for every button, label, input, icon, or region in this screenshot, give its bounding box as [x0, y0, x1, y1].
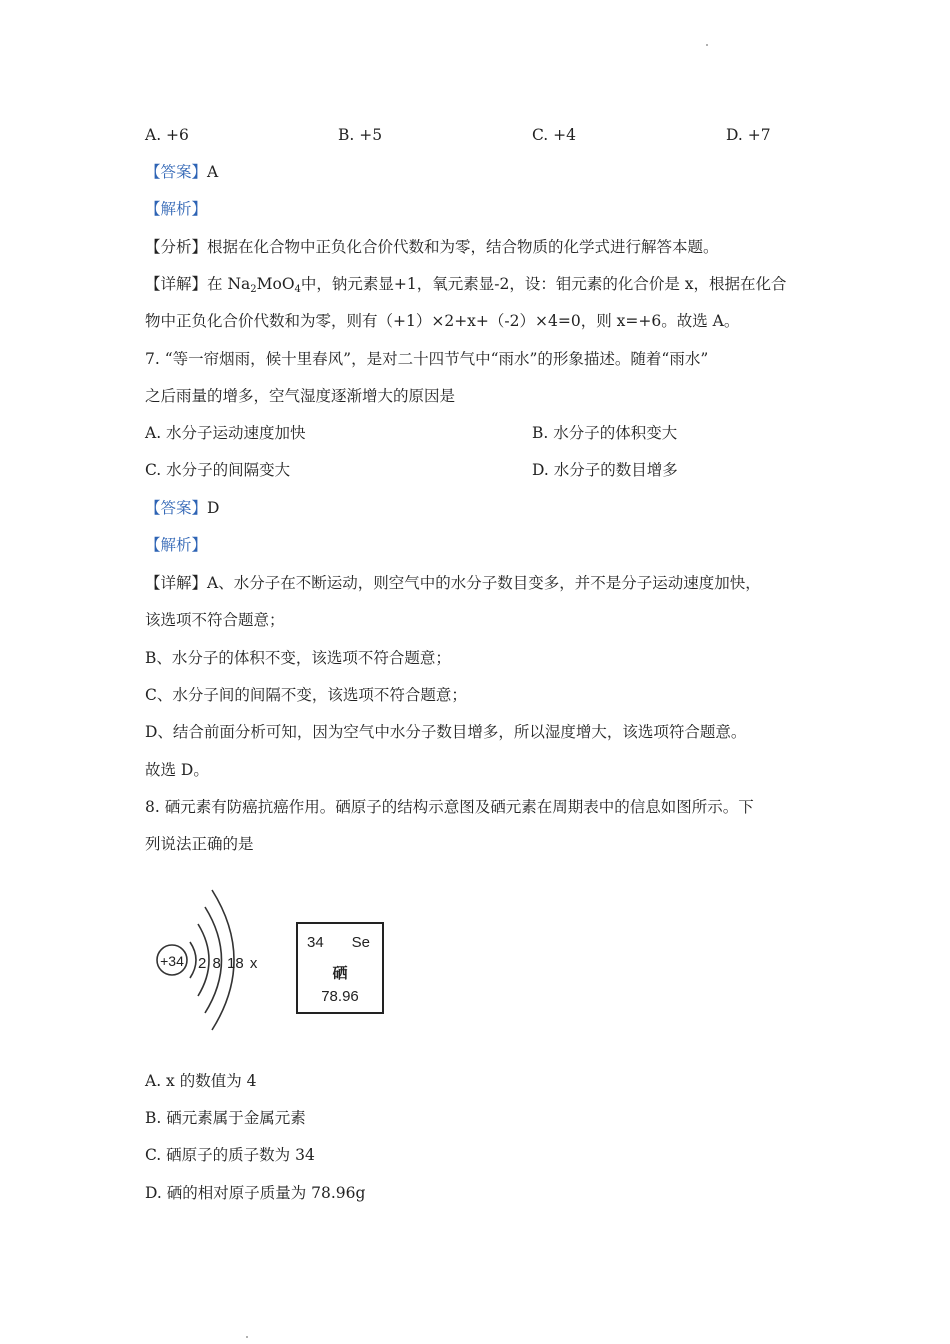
q8-option-d: D. 硒的相对原子质量为 78.96g — [145, 1184, 366, 1202]
detail-text: 中，钠元素显+1，氧元素显-2，设：钼元素的化合价是 x，根据在化合 — [300, 275, 787, 293]
detail-tag: 【详解】 — [145, 574, 208, 592]
element-symbol: Se — [351, 934, 370, 951]
q7-detail-line3: B、水分子的体积不变，该选项不符合题意； — [145, 649, 451, 667]
q6-option-a: A. +6 — [145, 126, 189, 144]
answer-value: D — [207, 499, 220, 517]
answer-tag: 【答案】 — [145, 163, 208, 181]
q6-analysis-heading — [145, 199, 207, 219]
q6-option-d: D. +7 — [726, 126, 771, 144]
q8-option-b: B. 硒元素属于金属元素 — [145, 1109, 306, 1127]
q7-option-d: D. 水分子的数目增多 — [532, 461, 678, 479]
q7-stem-line1: 7. “等一帘烟雨，候十里春风”，是对二十四节气中“雨水”的形象描述。随着“雨水” — [145, 350, 709, 368]
detail-text: 在 Na — [207, 275, 251, 293]
q8-option-c: C. 硒原子的质子数为 34 — [145, 1146, 315, 1164]
q8-stem-line2: 列说法正确的是 — [145, 835, 254, 853]
shell-electron-counts: 2 8 18 x — [198, 955, 258, 972]
periodic-table-cell — [296, 922, 384, 1014]
fenxi-tag: 【分析】 — [145, 238, 208, 256]
q6-detail-line1 — [145, 274, 787, 294]
q7-detail-line2: 该选项不符合题意； — [145, 611, 285, 629]
q7-option-b: B. 水分子的体积变大 — [532, 424, 678, 442]
page-mark-top — [706, 44, 708, 46]
subscript: 4 — [294, 284, 301, 295]
q6-answer — [145, 162, 218, 182]
q7-answer — [145, 498, 219, 518]
atomic-number: 34 — [307, 934, 324, 951]
q6-fenxi — [145, 237, 719, 257]
analysis-tag: 【解析】 — [145, 200, 208, 218]
q7-detail-line6: 故选 D。 — [145, 761, 209, 779]
page-mark-bottom — [246, 1336, 248, 1338]
detail-tag: 【详解】 — [145, 275, 208, 293]
answer-tag: 【答案】 — [145, 499, 208, 517]
q7-option-c: C. 水分子的间隔变大 — [145, 461, 291, 479]
atomic-mass: 78.96 — [321, 988, 359, 1005]
element-name: 硒 — [332, 964, 348, 982]
q7-stem-line2: 之后雨量的增多，空气湿度逐渐增大的原因是 — [145, 387, 456, 405]
q8-option-a: A. x 的数值为 4 — [145, 1072, 257, 1090]
q7-detail-line4: C、水分子间的间隔不变，该选项不符合题意； — [145, 686, 467, 704]
q7-detail-line1 — [145, 573, 761, 593]
q6-detail-line2: 物中正负化合价代数和为零，则有（+1）×2+x+（-2）×4=0，则 x=+6。故选 A。 — [145, 312, 740, 330]
q7-option-a: A. 水分子运动速度加快 — [145, 424, 306, 442]
nucleus-charge: +34 — [160, 953, 184, 969]
fenxi-text: 根据在化合物中正负化合价代数和为零，结合物质的化学式进行解答本题。 — [207, 238, 719, 256]
detail-text: MoO — [256, 275, 295, 293]
subscript: 2 — [250, 284, 257, 295]
answer-value: A — [207, 163, 219, 181]
q6-option-b: B. +5 — [338, 126, 383, 144]
q6-option-c: C. +4 — [532, 126, 577, 144]
q7-detail-line5: D、结合前面分析可知，因为空气中水分子数目增多，所以湿度增大，该选项符合题意。 — [145, 723, 747, 741]
q8-stem-line1: 8. 硒元素有防癌抗癌作用。硒原子的结构示意图及硒元素在周期表中的信息如图所示。下 — [145, 798, 754, 816]
electron-shell-1 — [190, 942, 196, 978]
q7-analysis-heading — [145, 535, 207, 555]
atom-structure-diagram — [150, 882, 260, 1032]
detail-text: A、水分子在不断运动，则空气中的水分子数目变多，并不是分子运动速度加快， — [207, 574, 761, 592]
analysis-tag: 【解析】 — [145, 536, 208, 554]
